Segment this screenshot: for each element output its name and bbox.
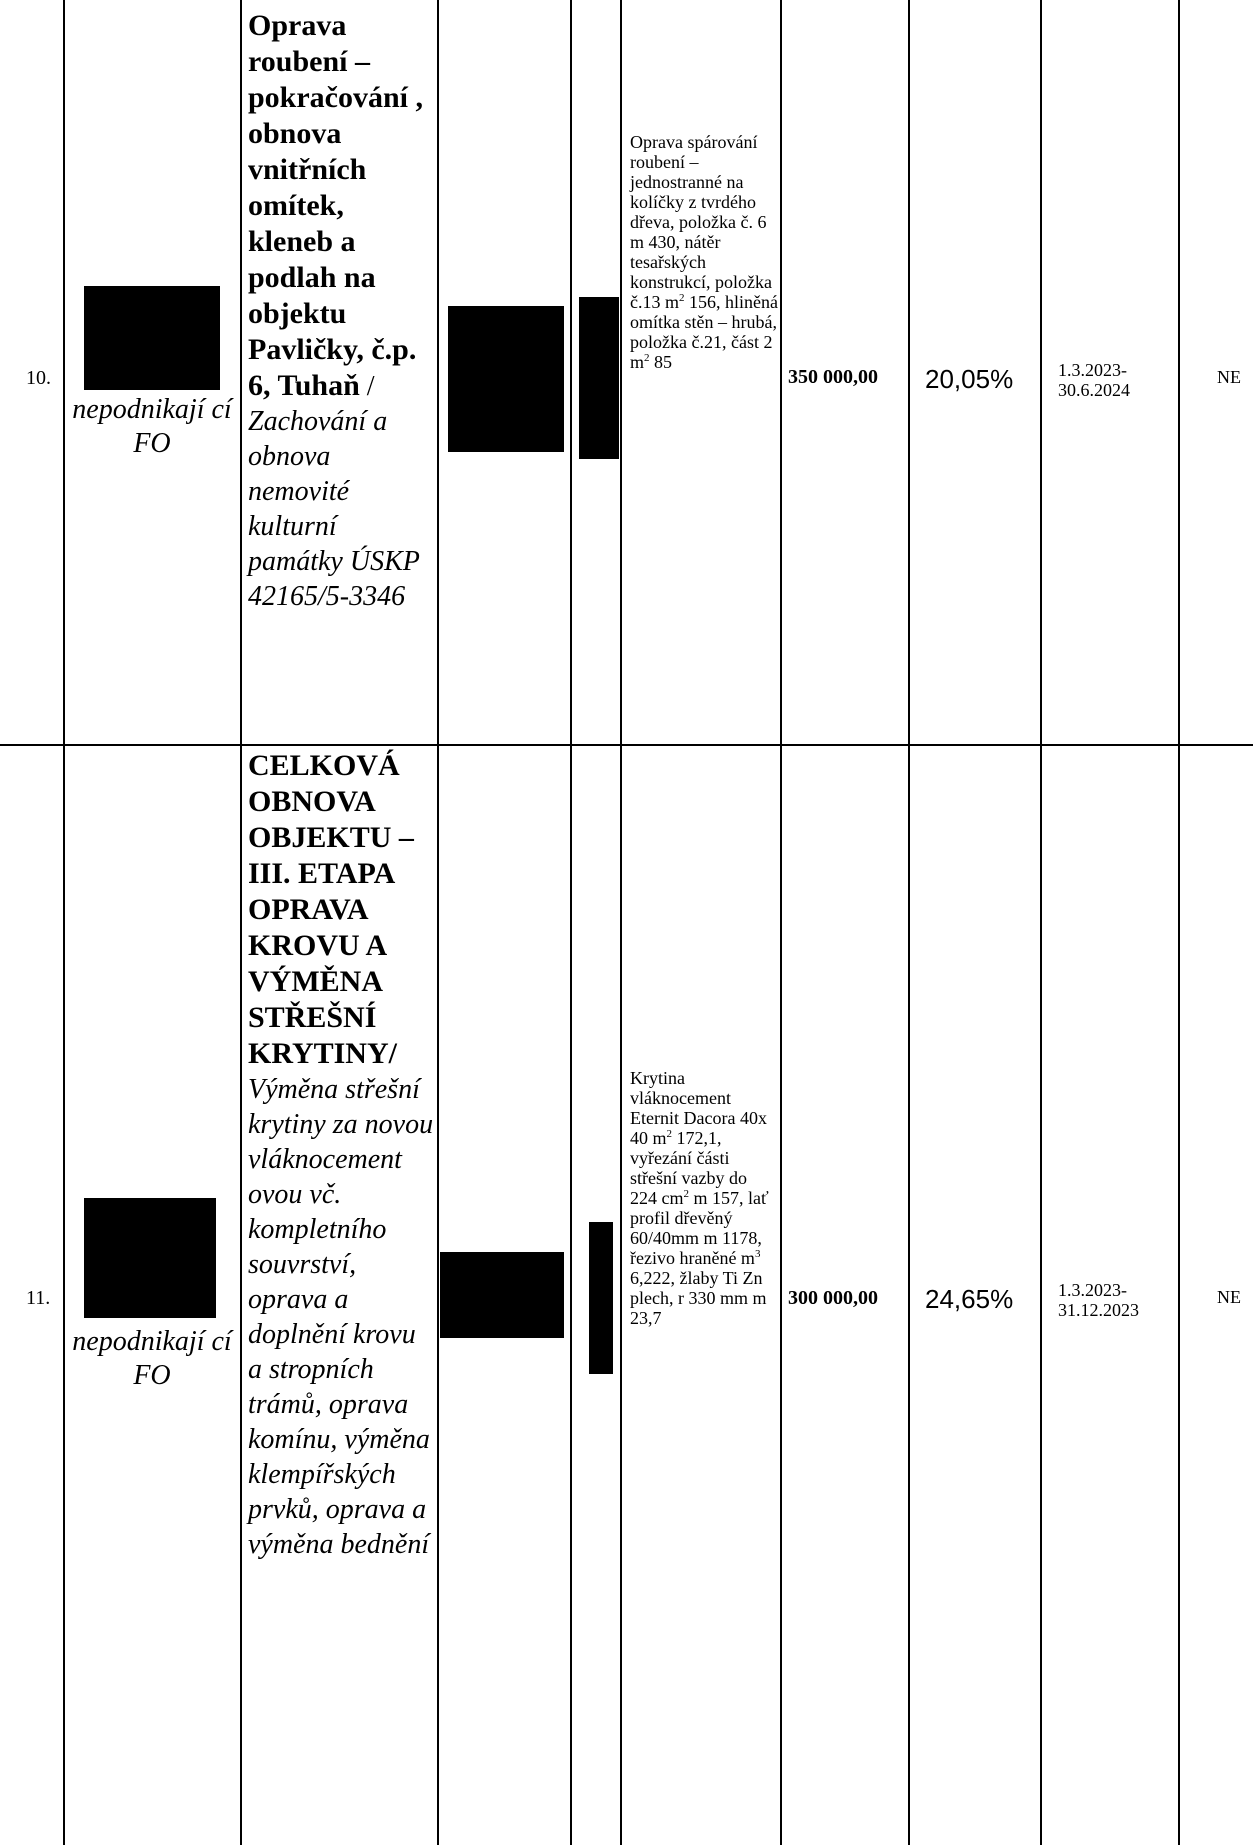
column-border bbox=[780, 0, 782, 1845]
redacted-block bbox=[589, 1222, 613, 1374]
work-description bbox=[630, 1068, 778, 1328]
flag: NE bbox=[1217, 1287, 1241, 1307]
column-border bbox=[63, 0, 65, 1845]
percentage: 20,05% bbox=[925, 364, 1014, 394]
redacted-block bbox=[579, 297, 619, 459]
redacted-block bbox=[440, 1252, 564, 1338]
column-border bbox=[1040, 0, 1042, 1845]
period: 1.3.2023- 31.12.2023 bbox=[1058, 1280, 1139, 1320]
column-border bbox=[570, 0, 572, 1845]
work-description-text: 156, hliněná omítka stěn – hrubá, položka č.21, část 2 m bbox=[630, 292, 778, 372]
work-description-text: 6,222, žlaby Ti Zn plech, r 330 mm m 23,7 bbox=[630, 1268, 767, 1328]
work-description-text: Oprava spárování roubení – jednostranné na kolíčky z tvrdého dřeva, položka č. 6 m 430, nátěr tesařských konstrukcí, položka č.13 m bbox=[630, 132, 772, 312]
redacted-name bbox=[84, 286, 220, 390]
column-border bbox=[908, 0, 910, 1845]
superscript: 3 bbox=[754, 1248, 761, 1260]
amount: 300 000,00 bbox=[788, 1287, 878, 1309]
row-border bbox=[0, 744, 1253, 746]
amount: 350 000,00 bbox=[788, 366, 878, 388]
column-border bbox=[620, 0, 622, 1845]
project-title-separator: / bbox=[359, 371, 375, 402]
redacted-block bbox=[448, 306, 564, 452]
column-border bbox=[437, 0, 439, 1845]
project-title-bold: CELKOVÁ OBNOVA OBJEKTU – III. ETAPA OPRAVA KROVU A VÝMĚNA STŘEŠNÍ KRYTINY/ bbox=[248, 749, 414, 1070]
superscript: 2 bbox=[679, 292, 685, 304]
flag: NE bbox=[1217, 367, 1241, 387]
column-border bbox=[240, 0, 242, 1845]
column-border bbox=[1178, 0, 1180, 1845]
owner-type: nepodnikají cí FO bbox=[72, 394, 232, 459]
period: 1.3.2023- 30.6.2024 bbox=[1058, 360, 1130, 400]
work-description bbox=[630, 132, 778, 372]
project-title bbox=[248, 8, 434, 614]
project-title-bold: Oprava roubení – pokračování , obnova vnitřních omítek, kleneb a podlah na objektu Pavličky, č.p. 6, Tuhaň bbox=[248, 9, 424, 402]
work-description-text: 85 bbox=[649, 352, 673, 372]
project-title-italic: Výměna střešní krytiny za novou vláknocement ovou vč. kompletního souvrství, oprava a doplnění krovu a stropních trámů, oprava komínu, výměna klempířských prvků, oprava a výměna bednění bbox=[248, 1074, 434, 1560]
percentage: 24,65% bbox=[925, 1284, 1014, 1314]
work-description-text: 172,1, vyřezání části střešní vazby do 224 cm bbox=[630, 1128, 747, 1208]
redacted-name bbox=[84, 1198, 216, 1318]
row-number: 11. bbox=[26, 1287, 51, 1309]
project-title-italic: Zachování a obnova nemovité kulturní památky ÚSKP 42165/5-3346 bbox=[248, 406, 420, 612]
superscript: 2 bbox=[683, 1188, 689, 1200]
work-description-text: m 157, lať profil dřevěný 60/40mm m 1178, řezivo hraněné m bbox=[630, 1188, 769, 1268]
project-title bbox=[248, 748, 436, 1562]
superscript: 2 bbox=[666, 1128, 673, 1140]
superscript: 2 bbox=[644, 352, 650, 364]
work-description-text: Krytina vláknocement Eternit Dacora 40x 40 m bbox=[630, 1068, 767, 1148]
owner-type: nepodnikají cí FO bbox=[72, 1326, 232, 1391]
row-number: 10. bbox=[26, 367, 51, 389]
